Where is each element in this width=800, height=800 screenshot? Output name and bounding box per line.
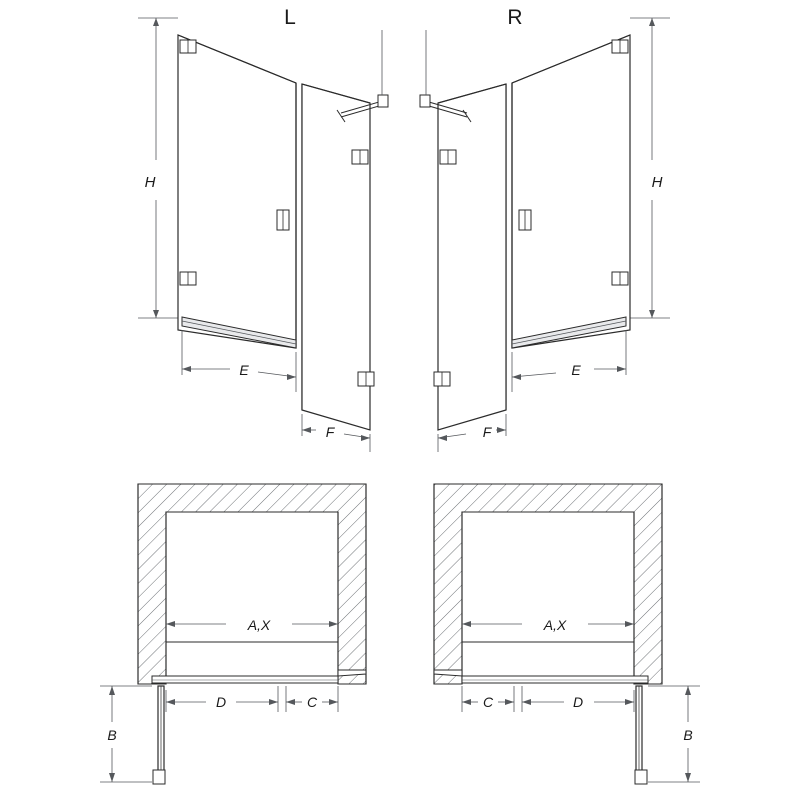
door-handle-right: [519, 210, 531, 230]
plan-panel-label-left: C: [306, 694, 318, 710]
plan-overall-label-right: A,X: [543, 617, 567, 633]
plan-depth-label-right: B: [683, 727, 693, 743]
door-handle-left: [277, 210, 289, 230]
door-width-label-left: E: [239, 362, 249, 378]
variant-label-left: L: [284, 6, 296, 29]
plan-door-leaf-right: [635, 686, 647, 784]
fixed-panel-label-left: F: [325, 424, 335, 440]
glass-panels-right: [438, 35, 630, 430]
elevation-left: [138, 18, 388, 452]
elevation-right: [420, 18, 670, 452]
plan-depth-label-left: B: [107, 727, 117, 743]
plan-door-leaf-left: [153, 686, 165, 784]
variant-label-right: R: [507, 6, 523, 29]
plan-right: [434, 484, 700, 784]
height-label-left: H: [144, 174, 156, 191]
plan-track-right: [434, 670, 648, 683]
wall-hatch-left: [138, 484, 366, 684]
glass-panels-left: [178, 35, 370, 430]
plan-track-left: [152, 670, 366, 683]
plan-door-label-left: D: [215, 694, 227, 710]
plan-overall-label-left: A,X: [247, 617, 271, 633]
plan-panel-label-right: C: [482, 694, 494, 710]
door-width-label-right: E: [571, 362, 581, 378]
fixed-panel-label-right: F: [482, 424, 492, 440]
plan-door-label-right: D: [572, 694, 584, 710]
plan-left: [100, 484, 366, 784]
wall-hatch-right: [434, 484, 662, 684]
height-label-right: H: [651, 174, 663, 191]
